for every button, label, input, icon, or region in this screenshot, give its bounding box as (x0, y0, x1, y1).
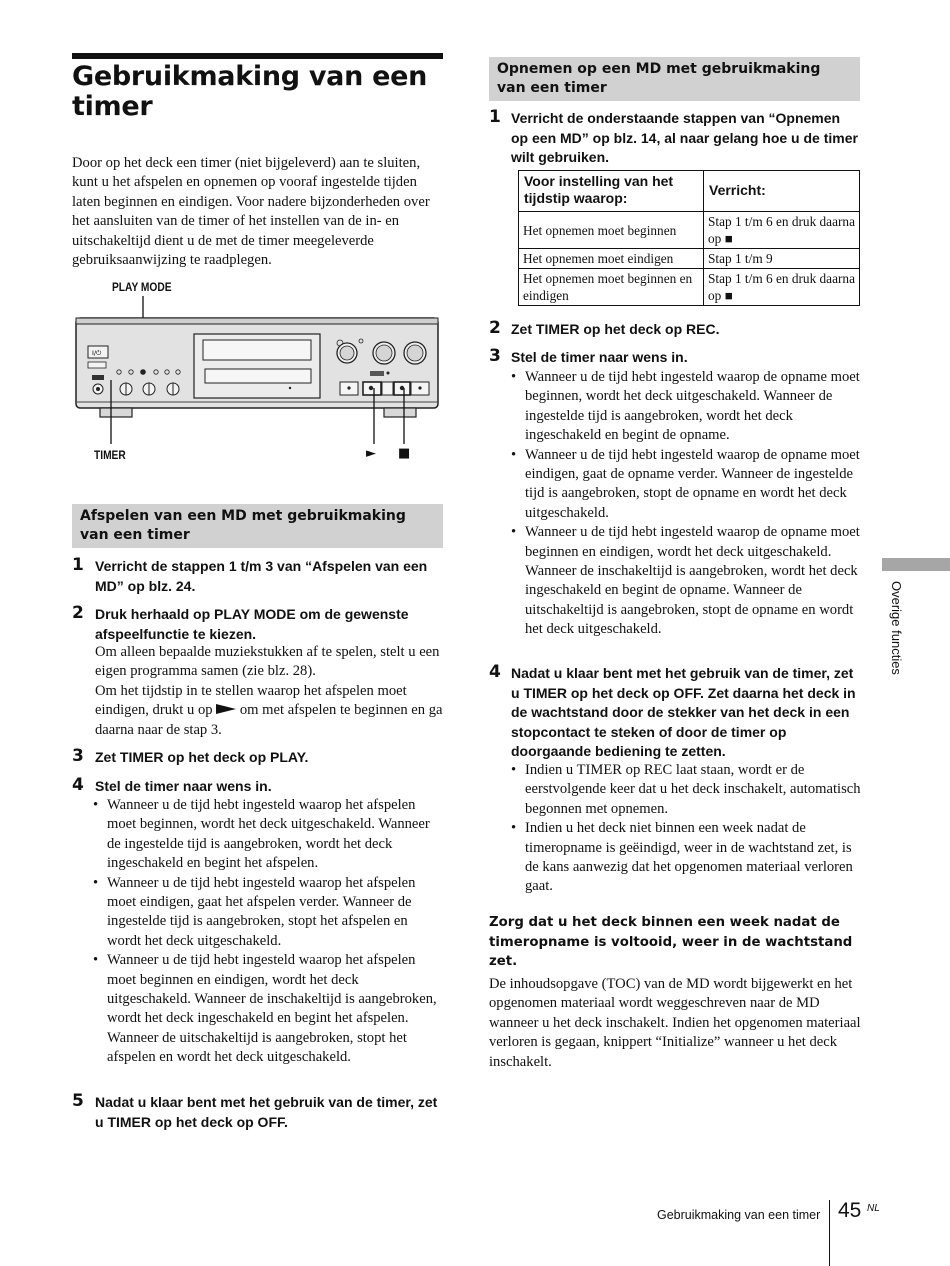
table-header-row (519, 171, 860, 212)
play-icon (216, 703, 236, 715)
svg-text:I/⏻: I/⏻ (92, 349, 102, 357)
step-body-text-2: Om het tijdstip in te stellen waarop het afspelen moet eindigen, drukt u op (95, 682, 407, 719)
side-section-label: Overige functies (889, 581, 904, 675)
step-number: 1 (489, 107, 501, 127)
timer-label: TIMER (94, 448, 126, 462)
step-body (95, 643, 445, 740)
footer-divider (829, 1200, 830, 1266)
playback-section-heading: Afspelen van een MD met gebruikmaking van een timer (72, 504, 443, 548)
table-header-cell: Voor instelling van het tijdstip waarop: (519, 171, 704, 212)
step-number: 2 (72, 603, 84, 623)
step-heading: Stel de timer naar wens in. (95, 778, 272, 794)
list-item: • Indien u het deck niet binnen een week nadat de timeropname is geëindigd, weer in de wachtstand zet, is de kans aanwezig dat het opgenomen materiaal verloren gaat. (511, 819, 861, 897)
step-heading: Druk herhaald op PLAY MODE om de gewenste afspeelfunctie te kiezen. (95, 606, 409, 642)
step-number: 4 (72, 775, 84, 795)
bullet-list (93, 796, 444, 1068)
table-row (519, 269, 860, 306)
play-mode-label: PLAY MODE (112, 280, 172, 294)
side-tab-marker (882, 558, 950, 571)
list-item: • Wanneer u de tijd hebt ingesteld waarop het afspelen moet beginnen, wordt het deck uitgeschakeld. Wanneer de ingestelde tijd is aangebroken, wordt het deck ingeschakeld en begint het afspelen. (93, 796, 444, 874)
step-heading: Verricht de stappen 1 t/m 3 van “Afspelen van een MD” op blz. 24. (95, 558, 428, 594)
step-number: 3 (72, 746, 84, 766)
bullet-list (511, 368, 861, 640)
table-cell (704, 212, 860, 249)
note-body: De inhoudsopgave (TOC) van de MD wordt bijgewerkt en het opgenomen materiaal wordt weggeschreven naar de MD wanneer u het deck inschakelt. Indien het opgenomen materiaal verloren is gegaan, knippert “Initialize” wanneer u het deck inschakelt. (489, 976, 861, 1070)
step-heading: Zet TIMER op het deck op PLAY. (95, 749, 309, 765)
step-number: 2 (489, 318, 501, 338)
timer-settings-table (518, 170, 860, 306)
note-heading: Zorg dat u het deck binnen een week nadat de timeropname is voltooid, weer in de wachtstand zet. (489, 915, 853, 969)
page-language: NL (867, 1203, 880, 1214)
title-rule (72, 53, 443, 59)
step-heading: Zet TIMER op het deck op REC. (511, 321, 720, 337)
page-number: 45 (838, 1199, 862, 1222)
recording-section-heading: Opnemen op een MD met gebruikmaking van een timer (489, 57, 860, 101)
step-body-text-3: om met afspelen te beginnen en ga daarna naar de stap 3. (95, 702, 443, 738)
table-header-cell: Verricht: (704, 171, 860, 212)
step-number: 4 (489, 662, 501, 682)
step-number: 1 (72, 555, 84, 575)
list-item: • Wanneer u de tijd hebt ingesteld waarop de opname moet eindigen, gaat de opname verder. Wanneer de ingestelde tijd is aangebroken, stopt de opname en wordt het deck uitgeschakeld. (511, 446, 861, 524)
stop-icon: ■ (724, 231, 733, 246)
list-item: • Indien u TIMER op REC laat staan, wordt er de eerstvolgende keer dat u het deck inschakelt, automatisch begonnen met opnemen. (511, 761, 861, 819)
list-item: • Wanneer u de tijd hebt ingesteld waarop het afspelen moet eindigen, gaat het afspelen verder. Wanneer de ingestelde tijd is aangebroken, stopt het afspelen en wordt het deck uitgeschakeld. (93, 874, 444, 952)
list-item: • Wanneer u de tijd hebt ingesteld waarop de opname moet beginnen en eindigen, wordt het deck uitgeschakeld. Wanneer de inschakeltijd is aangebroken, wordt het deck ingeschakeld en begint de opname. Wanneer de uitschakeltijd is aangebroken, stopt de opname en wordt het deck uitgeschakeld. (511, 523, 861, 639)
list-item: • Wanneer u de tijd hebt ingesteld waarop het afspelen moet beginnen en eindigen, wordt het deck uitgeschakeld. Wanneer de inschakeltijd is aangebroken, wordt het deck ingeschakeld en begint het afspelen. Wanneer de uitschakeltijd is aangebroken, stopt het afspelen en wordt het deck uitgeschakeld. (93, 951, 444, 1067)
step-heading: Verricht de onderstaande stappen van “Opnemen op een MD” op blz. 14, al naar gelang hoe u de timer wilt gebruiken. (511, 110, 858, 165)
table-cell: Het opnemen moet eindigen (519, 249, 704, 269)
stop-icon: ■ (398, 446, 411, 461)
table-row (519, 249, 860, 269)
stop-icon: ■ (724, 288, 733, 303)
page-title: Gebruikmaking van een timer (72, 61, 428, 122)
step-heading: Nadat u klaar bent met het gebruik van de timer, zet u TIMER op het deck op OFF. Zet daarna het deck in de wachtstand door de stekker van het deck in een stopcontact te steken of door de timer op doorgaande bediening te zetten. (511, 665, 856, 759)
list-item: • Wanneer u de tijd hebt ingesteld waarop de opname moet beginnen, wordt het deck uitgeschakeld. Wanneer de ingestelde tijd is aangebroken, wordt het deck ingeschakeld en begint de opname. (511, 368, 861, 446)
step-number: 5 (72, 1091, 84, 1111)
play-icon: ► (366, 446, 376, 461)
table-cell: Stap 1 t/m 9 (704, 249, 860, 269)
step-heading: Stel de timer naar wens in. (511, 349, 688, 365)
table-cell: Het opnemen moet beginnen (519, 212, 704, 249)
table-cell (704, 269, 860, 306)
bullet-list (511, 761, 861, 897)
step-body-text-1: Om alleen bepaalde muziekstukken af te spelen, stelt u een eigen programma samen (zie blz. 28). (95, 644, 440, 680)
table-row (519, 212, 860, 249)
md-deck-illustration (70, 296, 450, 446)
table-cell-text: Stap 1 t/m 6 en druk daarna op (708, 214, 855, 246)
footer-title: Gebruikmaking van een timer (657, 1208, 821, 1222)
table-cell: Het opnemen moet beginnen en eindigen (519, 269, 704, 306)
table-cell-text: Stap 1 t/m 6 en druk daarna op (708, 271, 855, 303)
intro-paragraph: Door op het deck een timer (niet bijgeleverd) aan te sluiten, kunt u het afspelen en opnemen op vooraf ingestelde tijden laten beginnen en eindigen. Voor nadere bijzonderheden over het aansluiten van de timer of het instellen van de in- en uitschakeltijd dient u de met de timer meegeleverde gebruiksaanwijzing te raadplegen. (72, 155, 430, 269)
step-number: 3 (489, 346, 501, 366)
step-heading: Nadat u klaar bent met het gebruik van de timer, zet u TIMER op het deck op OFF. (95, 1094, 438, 1130)
